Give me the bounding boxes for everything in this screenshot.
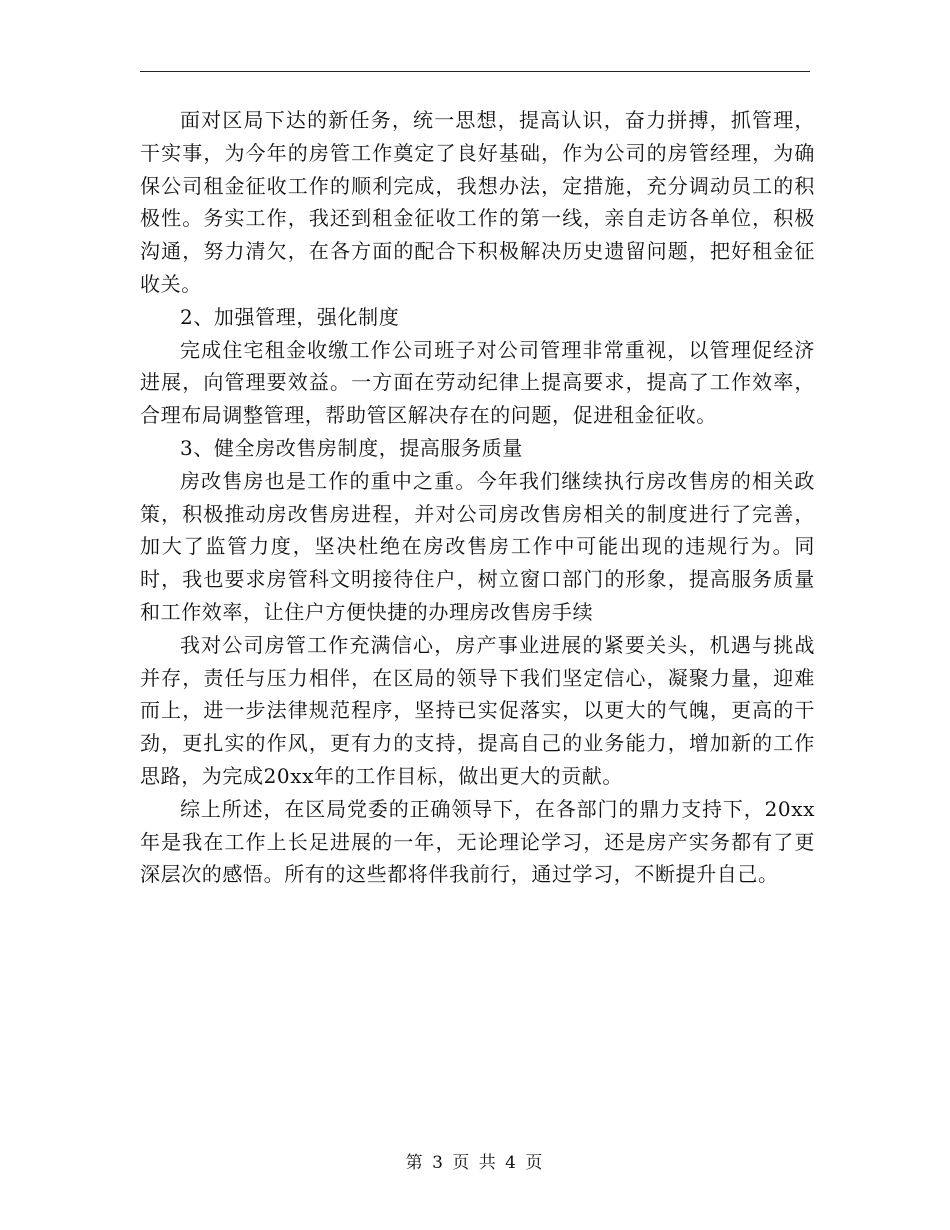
paragraph-4: 我对公司房管工作充满信心，房产事业进展的紧要关头，机遇与挑战并存，责任与压力相伴，在区局的领导下我们坚定信心，凝聚力量，迎难而上，进一步法律规范程序，坚持已实促落实，以更大的气魄，更高的干劲，更扎实的作风，更有力的支持，提高自己的业务能力，增加新的工作思路，为完成20xx年的工作目标，做出更大的贡献。 bbox=[140, 632, 815, 788]
header-rule bbox=[140, 71, 810, 72]
paragraph-2: 完成住宅租金收缴工作公司班子对公司管理非常重视，以管理促经济进展，向管理要效益。一方面在劳动纪律上提高要求，提高了工作效率，合理布局调整管理，帮助管区解决存在的问题，促进租金征收。 bbox=[140, 337, 815, 428]
page-number-footer: 第 3 页 共 4 页 bbox=[405, 1153, 545, 1173]
paragraph-3: 房改售房也是工作的重中之重。今年我们继续执行房改售房的相关政策，积极推动房改售房进程，并对公司房改售房相关的制度进行了完善，加大了监管力度，坚决杜绝在房改售房工作中可能出现的违规行为。同时，我也要求房管科文明接待住户，树立窗口部门的形象，提高服务质量和工作效率，让住户方便快捷的办理房改售房手续 bbox=[140, 468, 815, 624]
document-body bbox=[140, 104, 815, 891]
paragraph-5: 综上所述，在区局党委的正确领导下，在各部门的鼎力支持下，20xx年是我在工作上长足进展的一年，无论理论学习，还是房产实务都有了更深层次的感悟。所有的这些都将伴我前行，通过学习，不断提升自己。 bbox=[140, 796, 815, 887]
paragraph-1: 面对区局下达的新任务，统一思想，提高认识，奋力拼搏，抓管理，干实事，为今年的房管工作奠定了良好基础，作为公司的房管经理，为确保公司租金征收工作的顺利完成，我想办法，定措施，充分调动员工的积极性。务实工作，我还到租金征收工作的第一线，亲自走访各单位，积极沟通，努力清欠，在各方面的配合下积极解决历史遗留问题，把好租金征收关。 bbox=[140, 108, 815, 296]
section-heading-2: 2、加强管理，强化制度 bbox=[180, 304, 400, 329]
section-heading-3: 3、健全房改售房制度，提高服务质量 bbox=[180, 435, 523, 460]
